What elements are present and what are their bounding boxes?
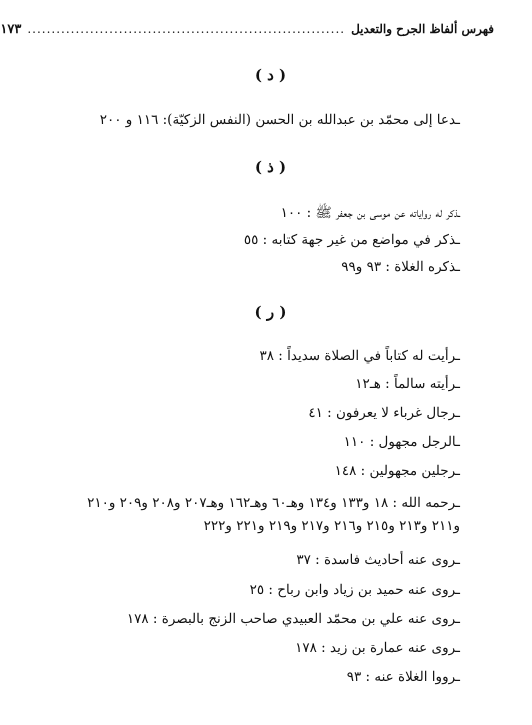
header-title: فهرس ألفاظ الجرح والتعديل [351, 22, 494, 36]
running-header [0, 22, 494, 42]
section-heading-dal: ( د ) [254, 66, 287, 84]
index-entry: ـروى عنه حميد بن زياد وابن رباح : ٢٥ [249, 582, 460, 598]
section-heading-ra: ( ر ) [254, 303, 287, 321]
index-entry: ـرجال غرباء لا يعرفون : ٤١ [308, 405, 460, 421]
index-entry: ـذكر في مواضع من غير جهة كتابه : ٥٥ [243, 232, 460, 248]
index-entry: ـذكره الغلاة : ٩٣ و٩٩ [341, 259, 460, 275]
index-entry: ـالرجل مجهول : ١١٠ [343, 434, 460, 450]
index-entry: ـرأيته سالماً : هـ١٢ [355, 376, 460, 392]
index-entry: ـروى عنه عمارة بن زيد : ١٧٨ [295, 640, 460, 656]
index-entry: ـرووا الغلاة عنه : ٩٣ [346, 669, 460, 685]
index-entry: ـرأيت له كتاباً في الصلاة سديداً : ٣٨ [259, 348, 460, 364]
index-entry: ـروى عنه أحاديث فاسدة : ٣٧ [296, 552, 460, 568]
index-entry: ـذكر له رواياته عن موسى بن جعفر ﷺ : ١٠٠ [280, 205, 460, 221]
index-entry: ـدعا إلى محمّد بن عبدالله بن الحسن (النفس الزكيّة): ١١٦ و ٢٠٠ [99, 112, 460, 128]
index-entry: ـروى عنه علي بن محمّد العبيدي صاحب الزنج بالبصرة : ١٧٨ [126, 611, 460, 627]
section-heading-dhal: ( ذ ) [254, 158, 287, 176]
header-dot-leader: .................................................................. [27, 22, 346, 36]
page-number: ١٧٣ [0, 22, 22, 37]
index-entry: ـرجلين مجهولين : ١٤٨ [334, 463, 460, 479]
index-entry-multiline: ـرحمه الله : ١٨ و١٣٣ و١٣٤ وهـ٦٠ وهـ١٦٢ وهـ٢٠٧ و٢٠٨ و٢٠٩ و٢١٠ و٢١١ و٢١٣ و٢١٥ و٢١٦ و٢١٧ و٢١٩ و٢٢١ و٢٢٢ [87, 495, 460, 534]
